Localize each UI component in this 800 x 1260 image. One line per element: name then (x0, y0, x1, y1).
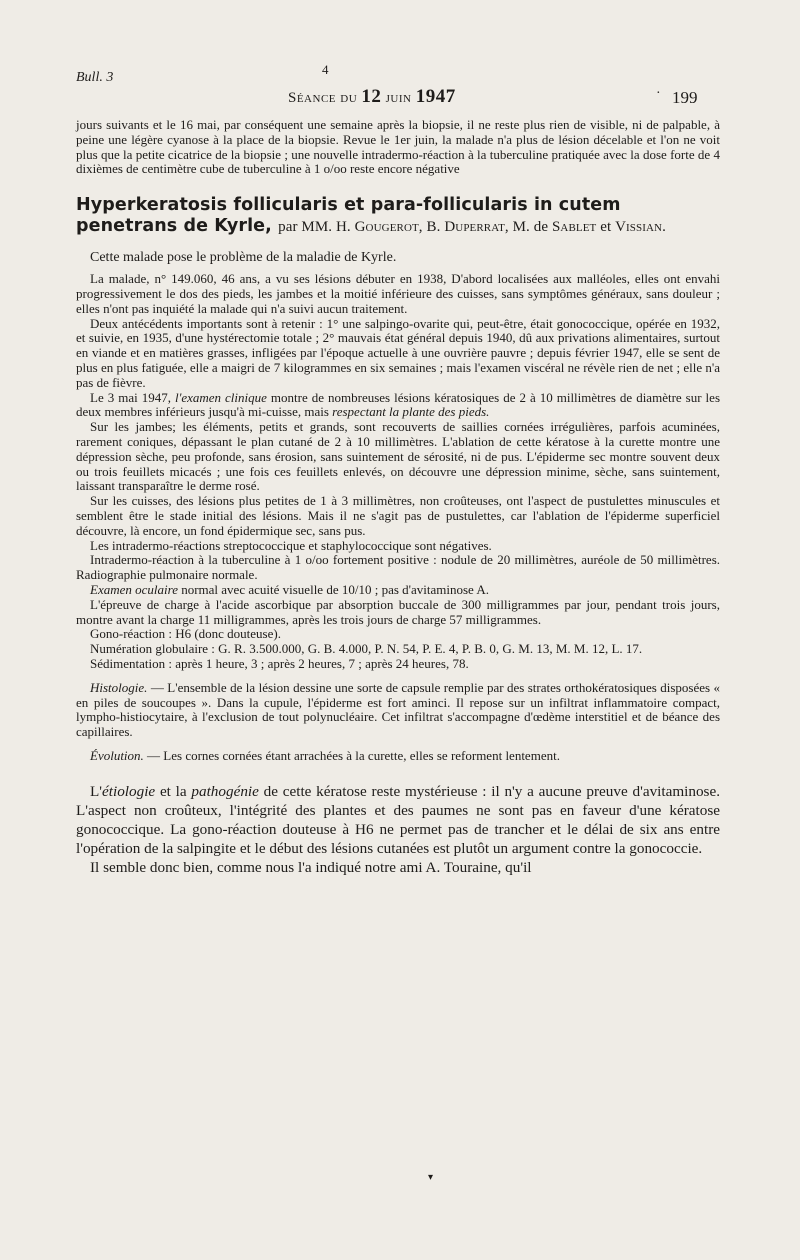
paragraph-ascorbic: L'épreuve de charge à l'acide ascorbique par absorption buccale de 300 milligrammes par jour, pendant trois jours, montre avant la charge 11 milligrammes, après les trois jours de charge 57 milligrammes. (76, 596, 720, 627)
header-mark: 4 (322, 62, 329, 77)
paragraph-sedimentation: Sédimentation : après 1 heure, 3 ; après 2 heures, 7 ; après 24 heures, 78. (90, 655, 469, 671)
paragraph-thighs: Sur les cuisses, des lésions plus petites de 1 à 3 millimètres, non croûteuses, ont l'aspect de pustulettes minuscules et semblent être le stade initial des lésions. Mais il ne s'agit pas de pustulettes, car l'ablation de l'épiderme superficiel découvre, là encore, un fond épidermique sec, sans pus. (76, 493, 720, 538)
paragraph-legs: Sur les jambes; les éléments, petits et grands, sont recouverts de saillies cornées irrégulières, parfois acuminées, rarement coniques, dépassant le plan cutané de 2 à 10 millimètres. L'ablation de cette kératose à la curette montre une dépression sèche, peu profonde, sans érosion, sans suintement de sérosité, ni de pus. L'épiderme sec montre souvent deux ou trois feuillets micacés ; une fois ces feuillets enlevés, on découvre une dépression minime, sèche, sans suintement, laissant transparaître le derme rosé. (76, 419, 720, 494)
author-sablet: Sablet (551, 219, 597, 236)
paragraph-gono: Gono-réaction : H6 (donc douteuse). (90, 626, 281, 642)
running-head-journal: Bull. 3 (76, 70, 114, 85)
author-gougerot: Gougerot, (354, 219, 423, 236)
running-head-session (288, 86, 456, 108)
case-report (76, 272, 720, 764)
paragraph-conclusion: Il semble donc bien, comme nous l'a indiqué notre ami A. Touraine, qu'il (90, 858, 532, 876)
page-number: 199 (672, 88, 698, 107)
article-authors: par MM. H. Gougerot, B. Duperrat, M. de Sablet et Vissian. (278, 219, 666, 236)
seance-day: 12 (361, 86, 382, 107)
discussion (76, 782, 720, 877)
author-duperrat: Duperrat, (444, 219, 509, 236)
paragraph-history: La malade, n° 149.060, 46 ans, a vu ses lésions débuter en 1938, D'abord localisées aux malléoles, elles ont envahi progressivement le dos des pieds, les jambes et la moitié inférieure des cuisses, sans symptômes généraux, sans douleur ; elles n'ont pas inquiété la malade qui n'a suivi aucun traitement. (76, 271, 720, 316)
article-intro (76, 250, 720, 266)
header-dot: · (656, 86, 661, 101)
paragraph-tuberculin: Intradermo-réaction à la tuberculine à 1 o/oo fortement positive : nodule de 20 millimètres, auréole de 50 millimètres. Radiographie pulmonaire normale. (76, 552, 720, 583)
seance-year: 1947 (415, 86, 456, 107)
paragraph-histology: Histologie. — L'ensemble de la lésion dessine une sorte de capsule remplie par des strates orthokératosiques disposées « en piles de soucoupes ». Dans la cupule, l'épiderme est fort aminci. Il repose sur un infiltrat inflammatoire compact, lympho-histiocytaire, à l'exclusion de tout polynucléaire. Cet infiltrat s'accompagne d'œdème interstitiel et de béance des capillaires. (76, 679, 720, 740)
page-body (76, 118, 720, 877)
paragraph-evolution: Évolution. — Les cornes cornées étant arrachées à la curette, elles se reforment lentement. (90, 747, 560, 763)
paragraph-clinical-exam: Le 3 mai 1947, l'examen clinique montre de nombreuses lésions kératosiques de 2 à 10 millimètres de diamètre sur les deux membres inférieurs jusqu'à mi-cuisse, mais respectant la plante des pieds. (76, 389, 720, 420)
seance-month: juin (385, 90, 412, 106)
previous-paragraph: jours suivants et le 16 mai, par conséquent une semaine après la biopsie, il ne reste plus rien de visible, ni de palpable, à peine une légère cyanose à la place de la biopsie. Revue le 1er juin, la malade n'a plus de lésion décelable et l'on ne voit plus que la petite cicatrice de la biopsie ; une nouvelle intradermo-réaction à la tuberculine pratiquée avec la dose forte de 4 dixièmes de centimètre cube de tuberculine à 1 o/oo reste encore négative (76, 117, 720, 177)
paragraph-blood-count: Numération globulaire : G. R. 3.500.000, G. B. 4.000, P. N. 54, P. E. 4, P. B. 0, G. M. 13, M. M. 12, L. 17. (90, 641, 643, 657)
footer-mark: ▾ (428, 1172, 434, 1183)
intro-paragraph: Cette malade pose le problème de la maladie de Kyrle. (90, 250, 397, 266)
seance-label: Séance du (288, 90, 358, 106)
paragraph-ocular: Examen oculaire normal avec acuité visuelle de 10/10 ; pas d'avitaminose A. (90, 581, 489, 597)
author-vissian: Vissian. (615, 219, 666, 236)
previous-article-end (76, 118, 720, 177)
paragraph-antecedents: Deux antécédents importants sont à retenir : 1° une salpingo-ovarite qui, peut-être, était gonococcique, opérée en 1932, et suivie, en 1935, d'une hystérectomie totale ; 2° mauvais état général depuis 1940, dû aux privations alimentaires, surtout en viande et en matières grasses, infligées par l'époque actuelle à une ouvrière pauvre ; depuis février 1947, elle se sent de plus en plus fatiguée, elle a maigri de 7 kilogrammes en six semaines ; mais l'examen viscéral ne révèle rien de net ; elle n'a pas de fièvre. (76, 315, 720, 390)
paragraph-intradermo: Les intradermo-réactions streptococcique et staphylococcique sont négatives. (90, 537, 492, 553)
article-title-text: Hyperkeratosis follicularis et para-follicularis in cutem penetrans de Kyrle, (76, 195, 621, 237)
article-title (76, 195, 720, 238)
paragraph-etiology: L'étiologie et la pathogénie de cette kératose reste mystérieuse : il n'y a aucune preuve d'avitaminose. L'aspect non croûteux, l'intégrité des plantes et des paumes ne sont pas en faveur d'une kératose gonococcique. La gono-réaction douteuse à H6 ne permet pas de trancher et le délai de six ans entre l'opération de la salpingite et le début des lésions cutanées est plutôt un argument contre la gonococcie. (76, 782, 721, 857)
